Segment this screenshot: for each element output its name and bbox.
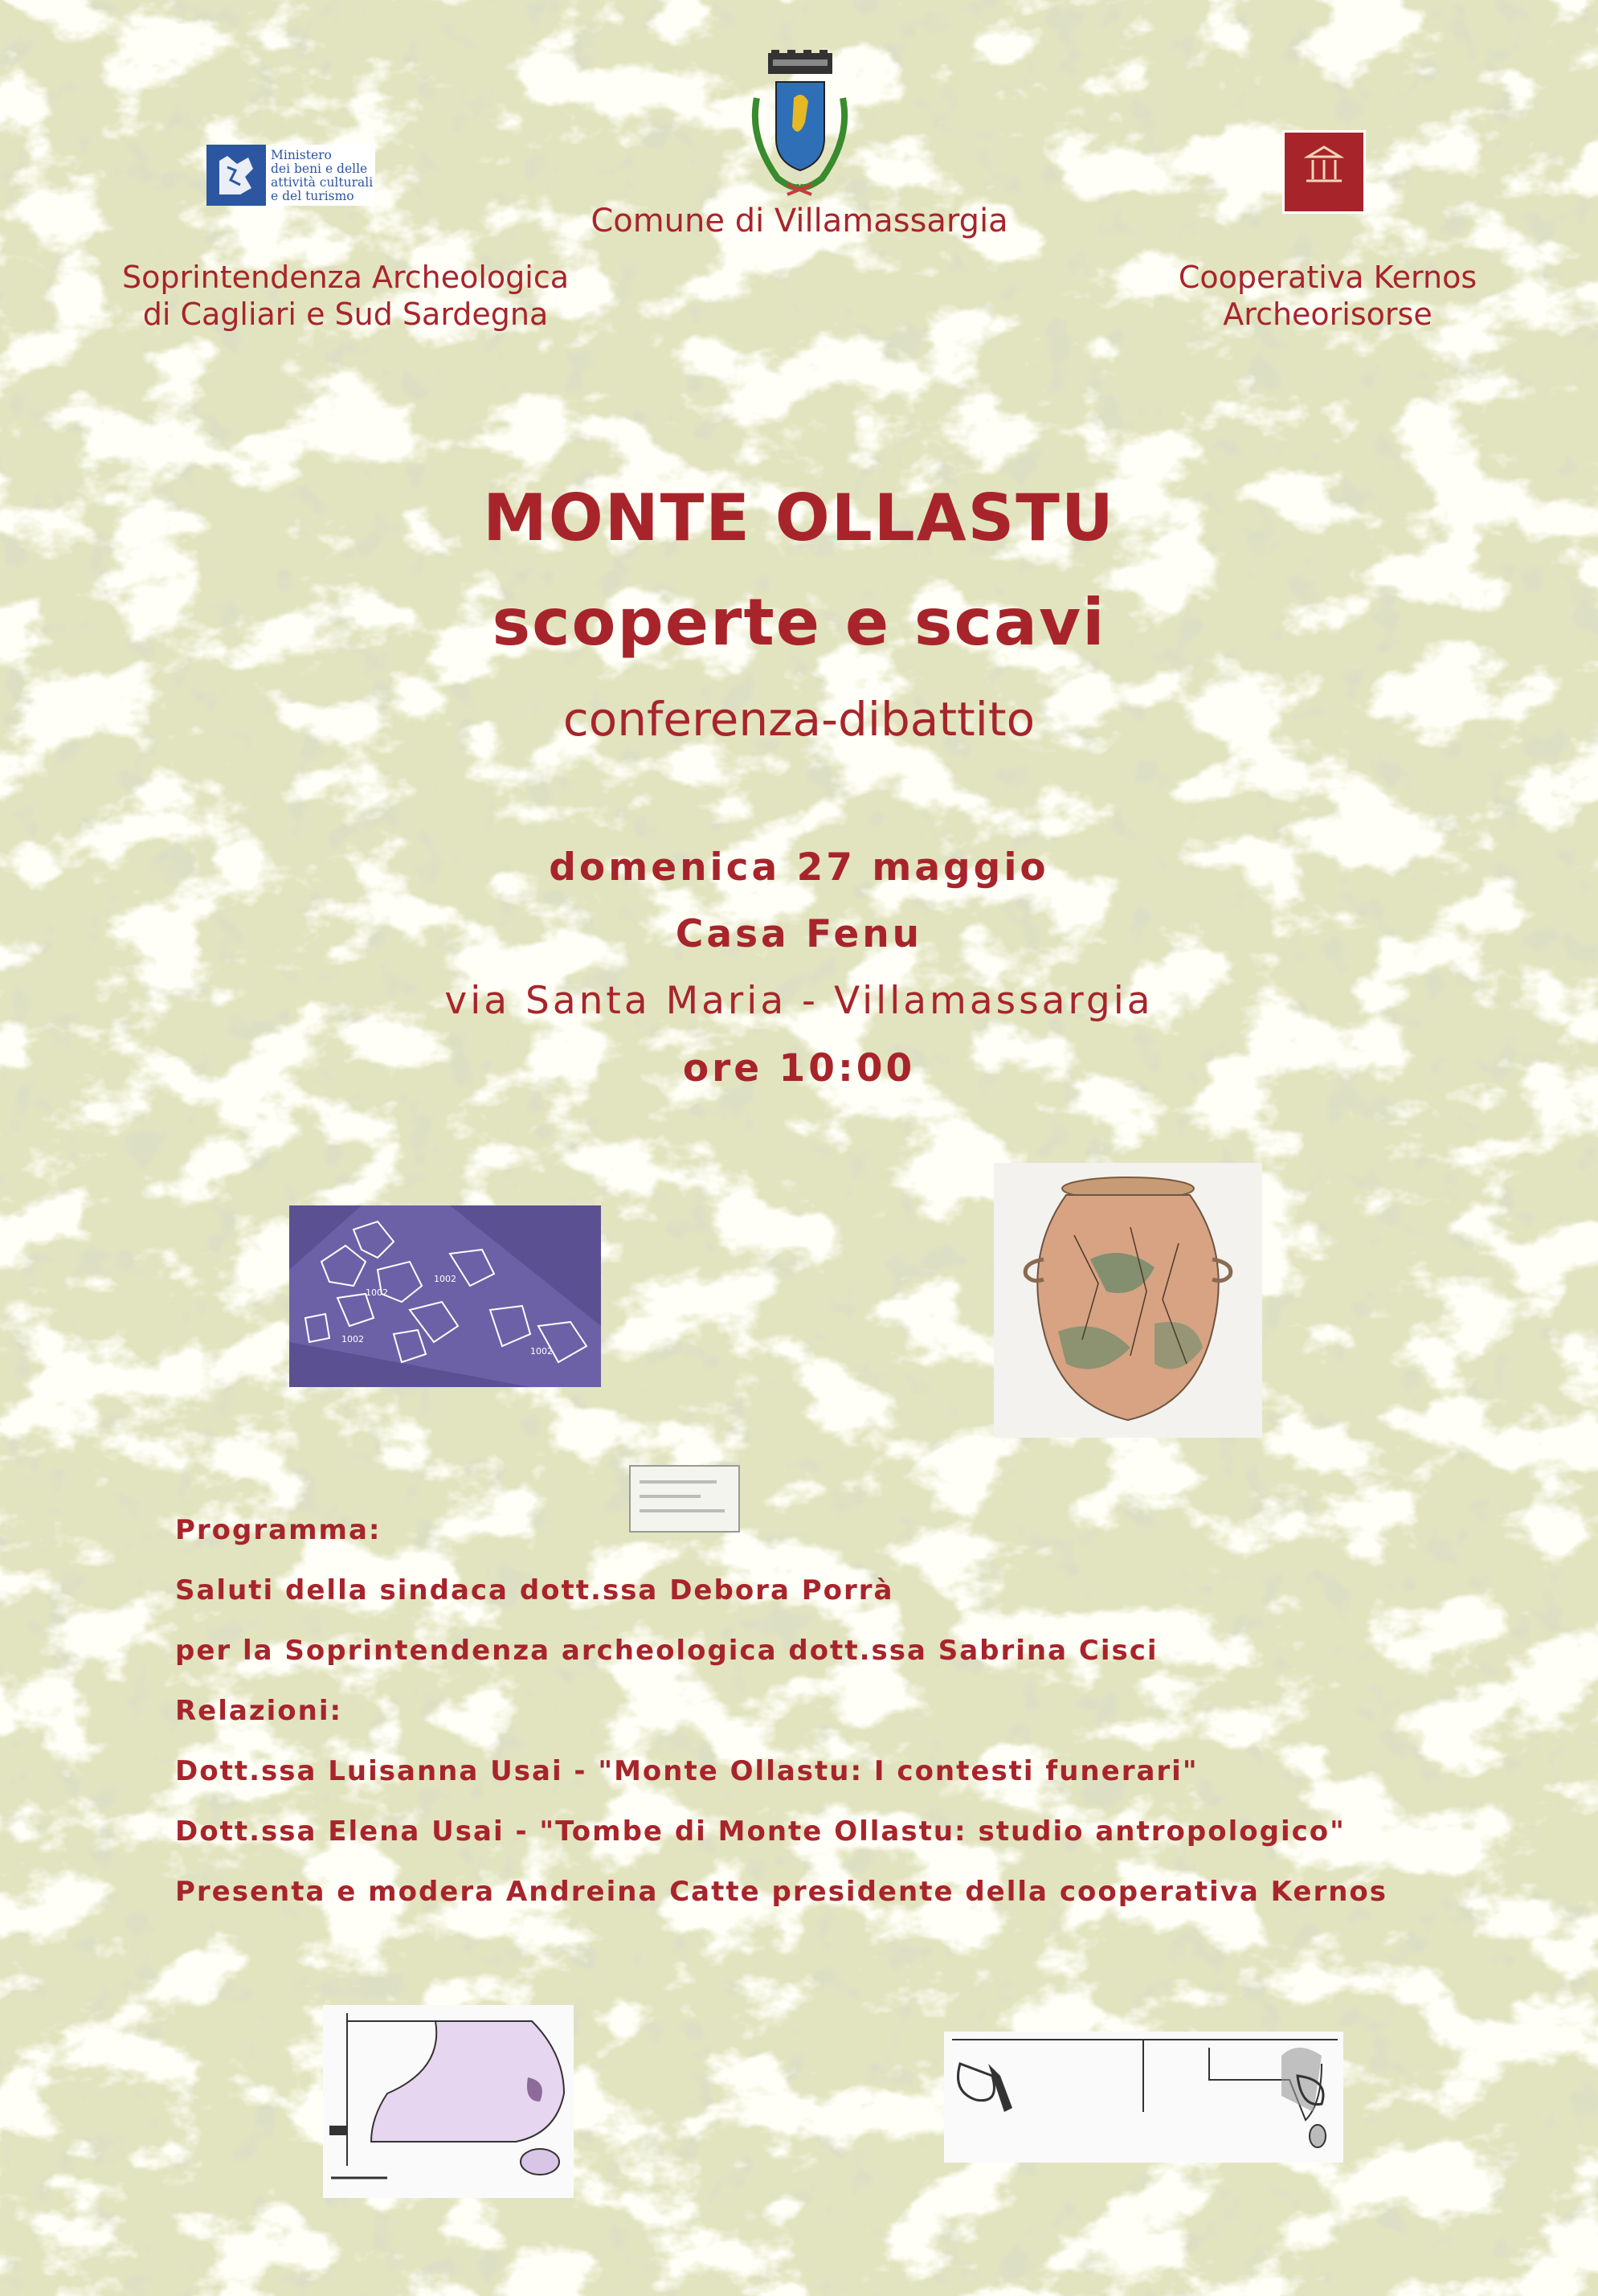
kernos-name-line: Cooperativa Kernos: [1178, 260, 1477, 295]
event-subtitle: scoperte e scavi: [492, 585, 1106, 660]
mibact-text-line: e del turismo: [271, 189, 354, 203]
event-address: via Santa Maria - Villamassargia: [444, 979, 1154, 1023]
event-time: ore 10:00: [682, 1046, 916, 1091]
event-date: domenica 27 maggio: [549, 845, 1049, 890]
soprintendenza-name-line: di Cagliari e Sud Sardegna: [142, 297, 549, 332]
kernos-temple-icon: [1285, 133, 1363, 211]
event-title: MONTE OLLASTU: [483, 481, 1115, 555]
mibact-logo: [206, 145, 375, 206]
coat-of-arms-icon: [746, 50, 854, 203]
pottery-drawing-left: [323, 2005, 574, 2198]
mibact-badge: [206, 145, 266, 206]
comune-logo: [746, 50, 854, 203]
plan-label: 1002: [434, 1274, 456, 1284]
kernos-logo: [1282, 130, 1366, 214]
program-line: Dott.ssa Elena Usai - "Tombe di Monte Ollastu: studio antropologico": [175, 1815, 1346, 1848]
program-heading: Programma:: [175, 1514, 382, 1546]
kernos-name-line: Archeorisorse: [1223, 297, 1432, 332]
program-line: Dott.ssa Luisanna Usai - "Monte Ollastu: I contesti funerari": [175, 1755, 1199, 1787]
plan-label: 1002: [341, 1334, 364, 1344]
comune-name: Comune di Villamassargia: [591, 203, 1008, 239]
soprintendenza-name: [80, 259, 611, 333]
mibact-text-line: attività culturali: [271, 175, 374, 190]
mibact-text-line: Ministero: [271, 148, 332, 162]
program-line: per la Soprintendenza archeologica dott.ssa Sabrina Cisci: [175, 1635, 1159, 1667]
vase-photo: [994, 1163, 1262, 1438]
mibact-text-line: dei beni e delle: [271, 162, 368, 176]
program-line: Presenta e modera Andreina Catte presidente della cooperativa Kernos: [175, 1876, 1388, 1908]
excavation-plan-image: [289, 1205, 601, 1387]
event-venue: Casa Fenu: [675, 912, 923, 956]
program-line: Saluti della sindaca dott.ssa Debora Porrà: [175, 1574, 894, 1606]
kernos-name: [1109, 259, 1547, 333]
pottery-drawing-right: [944, 2032, 1343, 2163]
plan-label: 1002: [366, 1287, 388, 1298]
mibact-mark-icon: [216, 153, 256, 198]
soprintendenza-name-line: Soprintendenza Archeologica: [121, 260, 570, 295]
program-relazioni-heading: Relazioni:: [175, 1695, 343, 1727]
mibact-text: [271, 149, 374, 203]
event-type: conferenza-dibattito: [562, 692, 1036, 747]
plan-label: 1002: [530, 1346, 553, 1357]
